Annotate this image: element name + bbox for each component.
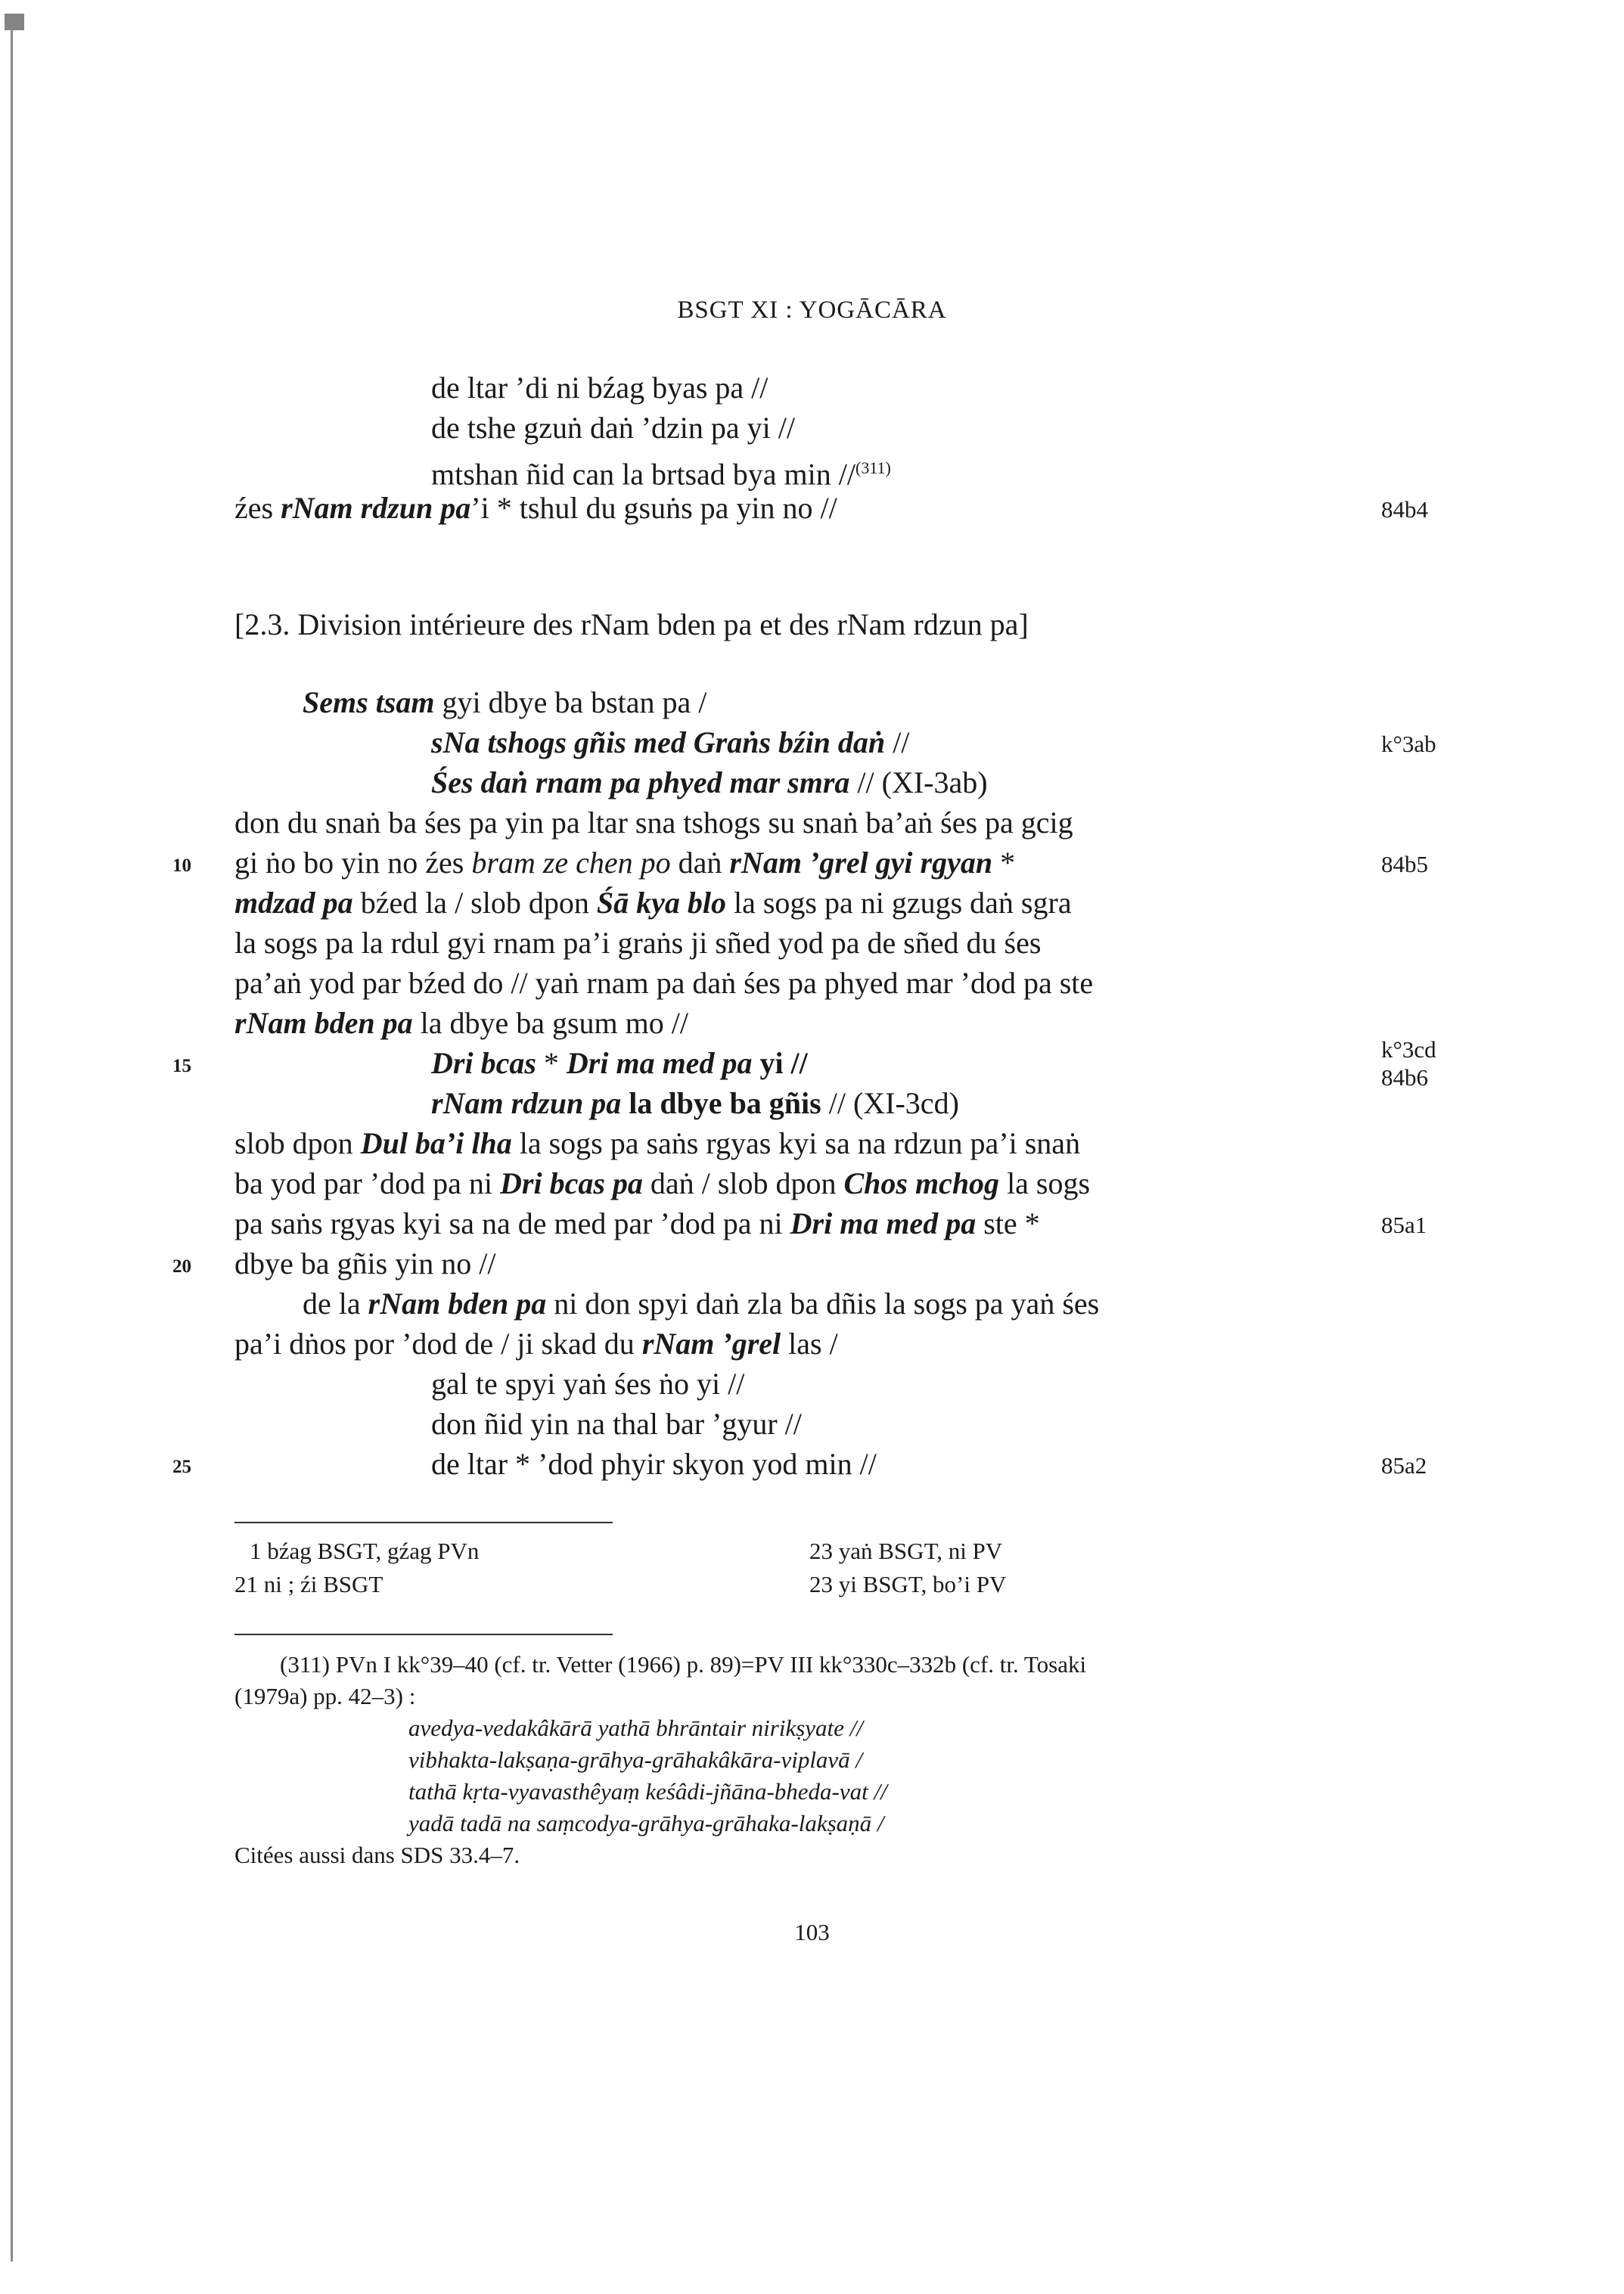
running-header: BSGT XI : YOGĀCĀRA xyxy=(677,296,947,324)
variant-note: 23 yaṅ BSGT, ni PV xyxy=(809,1538,1003,1564)
margin-ref: 85a2 xyxy=(1381,1452,1427,1479)
line-number: 15 xyxy=(172,1056,191,1076)
text-line: Dri bcas * Dri ma med pa yi // xyxy=(431,1046,808,1080)
text-line: pa saṅs rgyas kyi sa na de med par ’dod pa ni Dri ma med pa ste * xyxy=(234,1206,1040,1240)
margin-ref: 84b6 xyxy=(1381,1064,1428,1091)
footnote-marker[interactable]: (311) xyxy=(855,458,891,477)
footnote-text: (311) PVn I kk°39–40 (cf. tr. Vetter (1966) p. 89)=PV III kk°330c–332b (cf. tr. Tosaki xyxy=(280,1651,1087,1678)
text-line: gi ṅo bo yin no źes bram ze chen po daṅ rNam ’grel gyi rgyan * xyxy=(234,846,1016,880)
text-line: rNam rdzun pa la dbye ba gñis // (XI-3cd) xyxy=(431,1086,959,1120)
text-line: pa’aṅ yod par bźed do // yaṅ rnam pa daṅ śes pa phyed mar ’dod pa ste xyxy=(234,966,1094,1000)
footnote-verse: vibhakta-lakṣaṇa-grāhya-grāhakâkāra-viplavā / xyxy=(408,1746,863,1773)
line-number: 10 xyxy=(172,855,191,876)
footnote-verse: yadā tadā na saṃcodya-grāhya-grāhaka-lakṣaṇā / xyxy=(408,1810,884,1836)
verse-line: de tshe gzuṅ daṅ ’dzin pa yi // xyxy=(431,411,795,445)
verse-line: de ltar * ’dod phyir skyon yod min // xyxy=(431,1447,877,1481)
margin-ref: 84b5 xyxy=(1381,851,1428,877)
footnote-text: Citées aussi dans SDS 33.4–7. xyxy=(234,1842,520,1868)
text-line: slob dpon Dul ba’i lha la sogs pa saṅs rgyas kyi sa na rdzun pa’i snaṅ xyxy=(234,1126,1081,1160)
footnote-verse: avedya-vedakâkārā yathā bhrāntair nirikṣyate // xyxy=(408,1715,863,1741)
text-line: don du snaṅ ba śes pa yin pa ltar sna tshogs su snaṅ ba’aṅ śes pa gcig xyxy=(234,806,1073,840)
margin-ref: 85a1 xyxy=(1381,1212,1427,1238)
section-heading: [2.3. Division intérieure des rNam bden pa et des rNam rdzun pa] xyxy=(234,607,1029,641)
text-line: dbye ba gñis yin no // xyxy=(234,1246,496,1280)
text-line: de la rNam bden pa ni don spyi daṅ zla ba dñis la sogs pa yaṅ śes xyxy=(303,1287,1100,1321)
verse-line: don ñid yin na thal bar ’gyur // xyxy=(431,1407,802,1441)
margin-ref: 84b4 xyxy=(1381,496,1428,523)
footnote-verse: tathā kṛta-vyavasthêyaṃ keśâdi-jñāna-bheda-vat // xyxy=(408,1778,887,1805)
text-line: la sogs pa la rdul gyi rnam pa’i graṅs ji sñed yod pa de sñed du śes xyxy=(234,926,1042,960)
verse-line: źes rNam rdzun pa’i * tshul du gsuṅs pa yin no // xyxy=(234,491,837,525)
page-number: 103 xyxy=(794,1919,830,1945)
text-line: rNam bden pa la dbye ba gsum mo // xyxy=(234,1006,688,1040)
footnote-rule xyxy=(234,1634,613,1635)
variant-note: 21 ni ; źi BSGT xyxy=(234,1571,383,1597)
text-line: pa’i dṅos por ’dod de / ji skad du rNam ’grel las / xyxy=(234,1327,838,1361)
footnote-text: (1979a) pp. 42–3) : xyxy=(234,1683,416,1709)
margin-ref: k°3cd xyxy=(1381,1036,1436,1063)
variant-note: 1 bźag BSGT, gźag PVn xyxy=(250,1538,480,1564)
line-number: 25 xyxy=(172,1457,191,1477)
text-line: Śes daṅ rnam pa phyed mar smra // (XI-3ab) xyxy=(431,765,988,799)
verse-line: gal te spyi yaṅ śes ṅo yi // xyxy=(431,1367,745,1401)
apparatus-rule xyxy=(234,1522,613,1523)
verse-line: mtshan ñid can la brtsad bya min //$^{(311)}$ xyxy=(431,457,891,492)
text-line: sNa tshogs gñis med Graṅs bźin daṅ // xyxy=(431,725,910,759)
variant-note: 23 yi BSGT, bo’i PV xyxy=(809,1571,1007,1597)
line-number: 20 xyxy=(172,1256,191,1277)
margin-ref: k°3ab xyxy=(1381,731,1436,757)
text-line: mdzad pa bźed la / slob dpon Śā kya blo la sogs pa ni gzugs daṅ sgra xyxy=(234,886,1072,920)
text-line: Sems tsam gyi dbye ba bstan pa / xyxy=(303,685,707,719)
text-line: ba yod par ’dod pa ni Dri bcas pa daṅ / slob dpon Chos mchog la sogs xyxy=(234,1166,1091,1200)
scan-artifact xyxy=(5,14,24,30)
verse-line: de ltar ’di ni bźag byas pa // xyxy=(431,371,769,405)
